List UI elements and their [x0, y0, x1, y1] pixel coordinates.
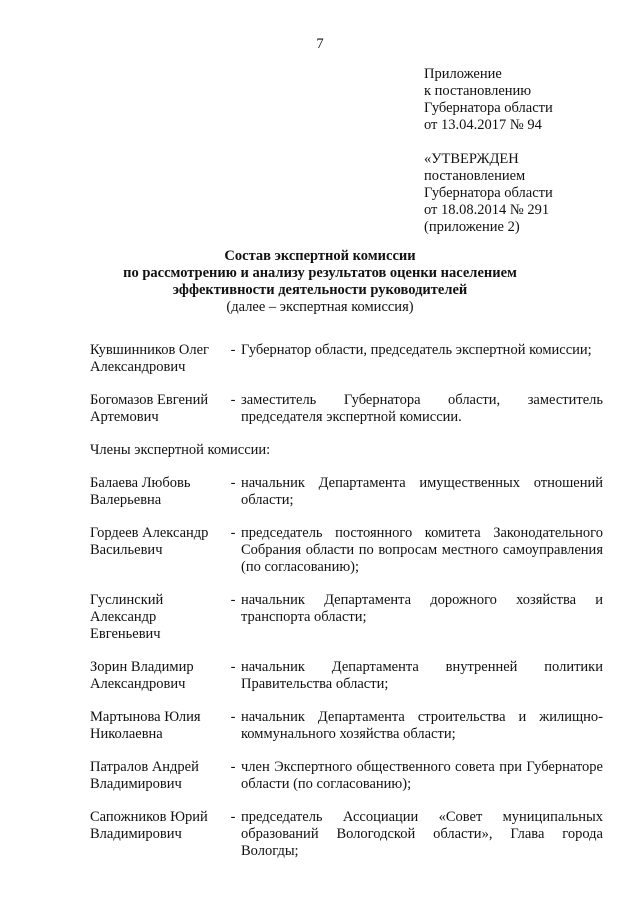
approved-line: (приложение 2) — [424, 219, 520, 235]
dash: - — [230, 392, 236, 408]
member-row — [90, 759, 603, 793]
member-row — [90, 709, 603, 743]
dash: - — [230, 342, 236, 358]
member-position: начальник Департамента строительства и жилищно-коммунального хозяйства области; — [241, 709, 603, 742]
member-position: начальник Департамента дорожного хозяйства и транспорта области; — [241, 592, 603, 625]
approved-note — [424, 151, 624, 236]
dash: - — [230, 709, 236, 725]
member-name: Гордеев Александр Васильевич — [90, 525, 209, 558]
member-row — [90, 809, 603, 860]
title-line: по рассмотрению и анализу результатов оценки населением — [123, 265, 517, 281]
appendix-line: к постановлению — [424, 83, 532, 99]
dash: - — [230, 809, 236, 825]
page-number: 7 — [316, 36, 324, 52]
member-position: член Экспертного общественного совета при Губернаторе области (по согласованию); — [241, 759, 603, 792]
title-line: Состав экспертной комиссии — [224, 248, 416, 264]
approved-line: постановлением — [424, 168, 526, 184]
dash: - — [230, 759, 236, 775]
member-name: Кувшинников Олег Александрович — [90, 342, 210, 375]
member-position: председатель Ассоциации «Совет муниципальных образований Вологодской области», Глава города Вологды; — [241, 809, 603, 859]
dash: - — [230, 525, 236, 541]
member-position: начальник Департамента имущественных отношений области; — [241, 475, 603, 508]
appendix-line: Приложение — [424, 66, 502, 82]
dash: - — [230, 475, 236, 491]
member-position: заместитель Губернатора области, заместитель председателя экспертной комиссии. — [241, 392, 603, 425]
member-name: Зорин Владимир Александрович — [90, 659, 194, 692]
member-row — [90, 475, 603, 509]
member-row — [90, 592, 603, 643]
dash: - — [230, 659, 236, 675]
member-name: Сапожников Юрий Владимирович — [90, 809, 208, 842]
appendix-line: от 13.04.2017 № 94 — [424, 117, 542, 133]
member-name: Патралов Андрей Владимирович — [90, 759, 199, 792]
appendix-note — [424, 66, 624, 134]
members-label: Члены экспертной комиссии: — [90, 442, 271, 458]
member-name: Балаева Любовь Валерьевна — [90, 475, 191, 508]
member-position: председатель постоянного комитета Законодательного Собрания области по вопросам местного самоуправления (по согласованию); — [241, 525, 603, 575]
member-name: Гуслинский Александр Евгеньевич — [90, 592, 164, 642]
dash: - — [230, 592, 236, 608]
leadership-row — [90, 342, 603, 376]
approved-line: от 18.08.2014 № 291 — [424, 202, 550, 218]
leadership-row — [90, 392, 603, 426]
commission-list — [90, 342, 603, 876]
member-position: начальник Департамента внутренней политики Правительства области; — [241, 659, 603, 692]
member-name: Богомазов Евгений Артемович — [90, 392, 209, 425]
appendix-line: Губернатора области — [424, 100, 553, 116]
document-title — [80, 248, 560, 316]
approved-line: Губернатора области — [424, 185, 553, 201]
title-subtitle: (далее – экспертная комиссия) — [226, 299, 414, 315]
member-row — [90, 525, 603, 576]
title-line: эффективности деятельности руководителей — [172, 282, 468, 298]
member-row — [90, 659, 603, 693]
member-name: Мартынова Юлия Николаевна — [90, 709, 201, 742]
member-position: Губернатор области, председатель экспертной комиссии; — [241, 342, 592, 358]
approved-line: «УТВЕРЖДЕН — [424, 151, 519, 167]
